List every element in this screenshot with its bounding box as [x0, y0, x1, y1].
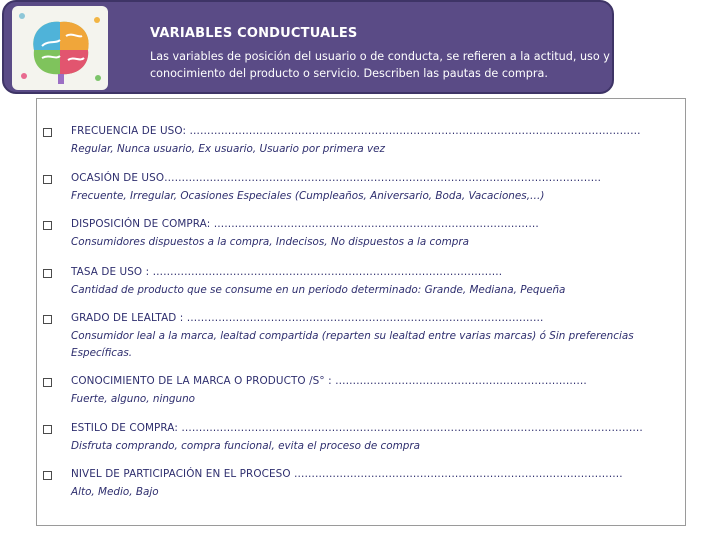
item-label: OCASIÓN DE USO……………………………………………………………………………………………………………..	[71, 172, 602, 184]
item-description: Fuerte, alguno, ninguno	[71, 393, 196, 405]
checkbox-bullet-icon	[43, 221, 52, 230]
page-title: VARIABLES CONDUCTUALES	[150, 26, 358, 41]
item-description: Disfruta comprando, compra funcional, evita el proceso de compra	[71, 440, 420, 452]
checkbox-bullet-icon	[43, 175, 52, 184]
item-description: Alto, Medio, Bajo	[71, 486, 159, 498]
item-label: GRADO DE LEALTAD : …………………………………………………………………………………………	[71, 312, 544, 324]
item-description: Frecuente, Irregular, Ocasiones Especiales (Cumpleaños, Aniversario, Boda, Vacaciones,…)	[71, 190, 545, 202]
item-description: Cantidad de producto que se consume en un periodo determinado: Grande, Mediana, Pequeña	[71, 284, 566, 296]
item-label: FRECUENCIA DE USO: …………………………………………………………………………………………………………………	[71, 125, 641, 137]
item-description: Consumidores dispuestos a la compra, Indecisos, No dispuestos a la compra	[71, 236, 469, 248]
checkbox-bullet-icon	[43, 425, 52, 434]
checkbox-bullet-icon	[43, 269, 52, 278]
colorful-brain-icon	[12, 6, 108, 90]
variables-panel	[36, 98, 686, 526]
header-banner	[2, 0, 614, 94]
item-description: Consumidor leal a la marca, lealtad compartida (reparten su lealtad entre varias marcas) ó Sin preferencias Específicas.	[71, 330, 634, 359]
item-label: DISPOSICIÓN DE COMPRA: …………………………………………………………………………………	[71, 218, 539, 230]
item-label: ESTILO DE COMPRA: ……………………………………………………………………………………………………………………	[71, 422, 643, 434]
checkbox-bullet-icon	[43, 378, 52, 387]
checkbox-bullet-icon	[43, 471, 52, 480]
item-label: CONOCIMIENTO DE LA MARCA O PRODUCTO /S° : ………………………………………………………………	[71, 375, 587, 387]
item-description: Regular, Nunca usuario, Ex usuario, Usuario por primera vez	[71, 143, 385, 155]
checkbox-bullet-icon	[43, 128, 52, 137]
checkbox-bullet-icon	[43, 315, 52, 324]
item-label: NIVEL DE PARTICIPACIÓN EN EL PROCESO ………………………………………………………………………………….	[71, 468, 623, 480]
item-label: TASA DE USO : ……………………………………………………………………………………….	[71, 266, 503, 278]
page-subtitle: Las variables de posición del usuario o de conducta, se refieren a la actitud, uso y conocimiento del producto o servicio. Describen las pautas de compra.	[150, 50, 610, 80]
